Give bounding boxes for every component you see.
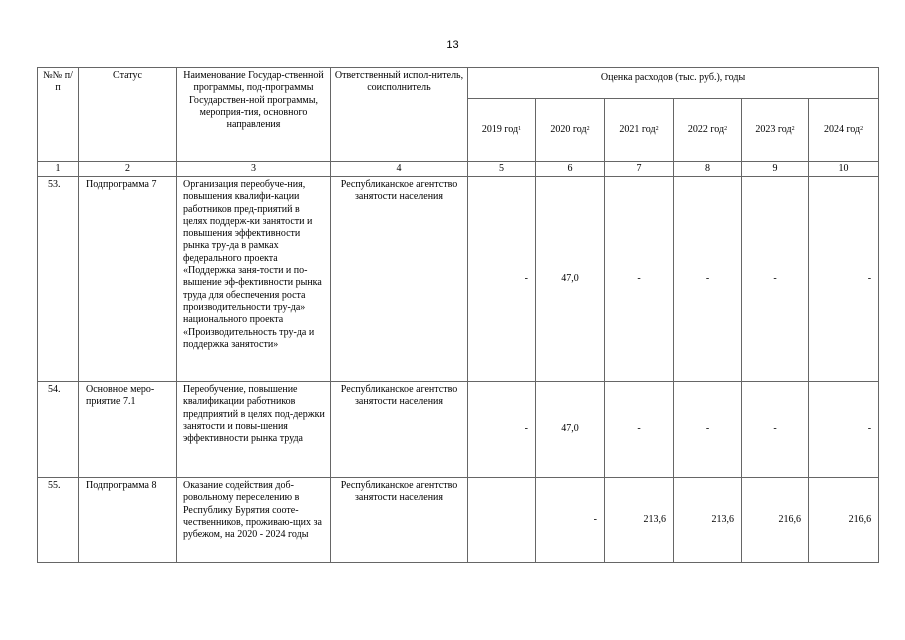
value-2023: - [742,382,809,478]
row-name: Переобучение, повышение квалификации работников предприятий в целях под-держки занятости и повы-шения эффективности рынка труда [177,382,331,478]
row-name: Организация переобуче-ния, повышения квалифи-кации работников пред-приятий в целях поддерж-ки занятости и повышения эффективности рынка тру-да в рамках федерального проекта «Поддержка заня-тости и по-вышение эф-фективности рынка труда для обеспечения роста производительности тру-да» национального проекта «Производительность тру-да и поддержка занятости» [177,177,331,382]
year-header-2020: 2020 год$^2$ [536,99,605,162]
row-number: 54. [38,382,79,478]
year-header-2019: 2019 год$^1$ [468,99,536,162]
value-2019 [468,478,536,563]
value-2024: - [809,177,879,382]
expenditure-table [37,67,879,563]
value-2021: - [605,382,674,478]
value-2024: - [809,382,879,478]
value-2019: - [468,177,536,382]
value-2020: 47,0 [536,177,605,382]
year-header-2022: 2022 год$^2$ [674,99,742,162]
col-number: 1 [38,162,79,177]
col-number: 4 [331,162,468,177]
col-number: 7 [605,162,674,177]
col-number: 6 [536,162,605,177]
table-row [38,382,879,478]
value-2021: - [605,177,674,382]
year-header-2021: 2021 год$^2$ [605,99,674,162]
table-row [38,478,879,563]
col-number: 8 [674,162,742,177]
year-header-2023: 2023 год$^2$ [742,99,809,162]
row-executor: Республиканское агентство занятости населения [331,177,468,382]
row-status: Подпрограмма 8 [79,478,177,563]
row-name: Оказание содействия доб-ровольному переселению в Республику Бурятия сооте-чественников, проживаю-щих за рубежом, на 2020 - 2024 годы [177,478,331,563]
value-2019: - [468,382,536,478]
year-header-2024: 2024 год$^2$ [809,99,879,162]
value-2022: - [674,382,742,478]
value-2022: - [674,177,742,382]
col-number: 5 [468,162,536,177]
header-costs: Оценка расходов (тыс. руб.), годы [468,68,879,99]
header-executor: Ответственный испол-нитель, соисполнитель [331,68,468,162]
col-number: 3 [177,162,331,177]
row-number: 55. [38,478,79,563]
value-2020: 47,0 [536,382,605,478]
value-2023: 216,6 [742,478,809,563]
header-name: Наименование Государ-ственной программы, под-программы Государствен-ной программы, мероприя-тия, основного направления [177,68,331,162]
row-status: Основное меро-приятие 7.1 [79,382,177,478]
header-num: №№ п/п [38,68,79,162]
header-status: Статус [79,68,177,162]
row-number: 53. [38,177,79,382]
header-row [38,68,879,99]
value-2020: - [536,478,605,563]
value-2023: - [742,177,809,382]
value-2024: 216,6 [809,478,879,563]
row-executor: Республиканское агентство занятости населения [331,382,468,478]
row-status: Подпрограмма 7 [79,177,177,382]
page-number: 13 [446,39,459,51]
value-2021: 213,6 [605,478,674,563]
column-number-row [38,162,879,177]
value-2022: 213,6 [674,478,742,563]
row-executor: Республиканское агентство занятости населения [331,478,468,563]
col-number: 9 [742,162,809,177]
table-row [38,177,879,382]
col-number: 10 [809,162,879,177]
col-number: 2 [79,162,177,177]
